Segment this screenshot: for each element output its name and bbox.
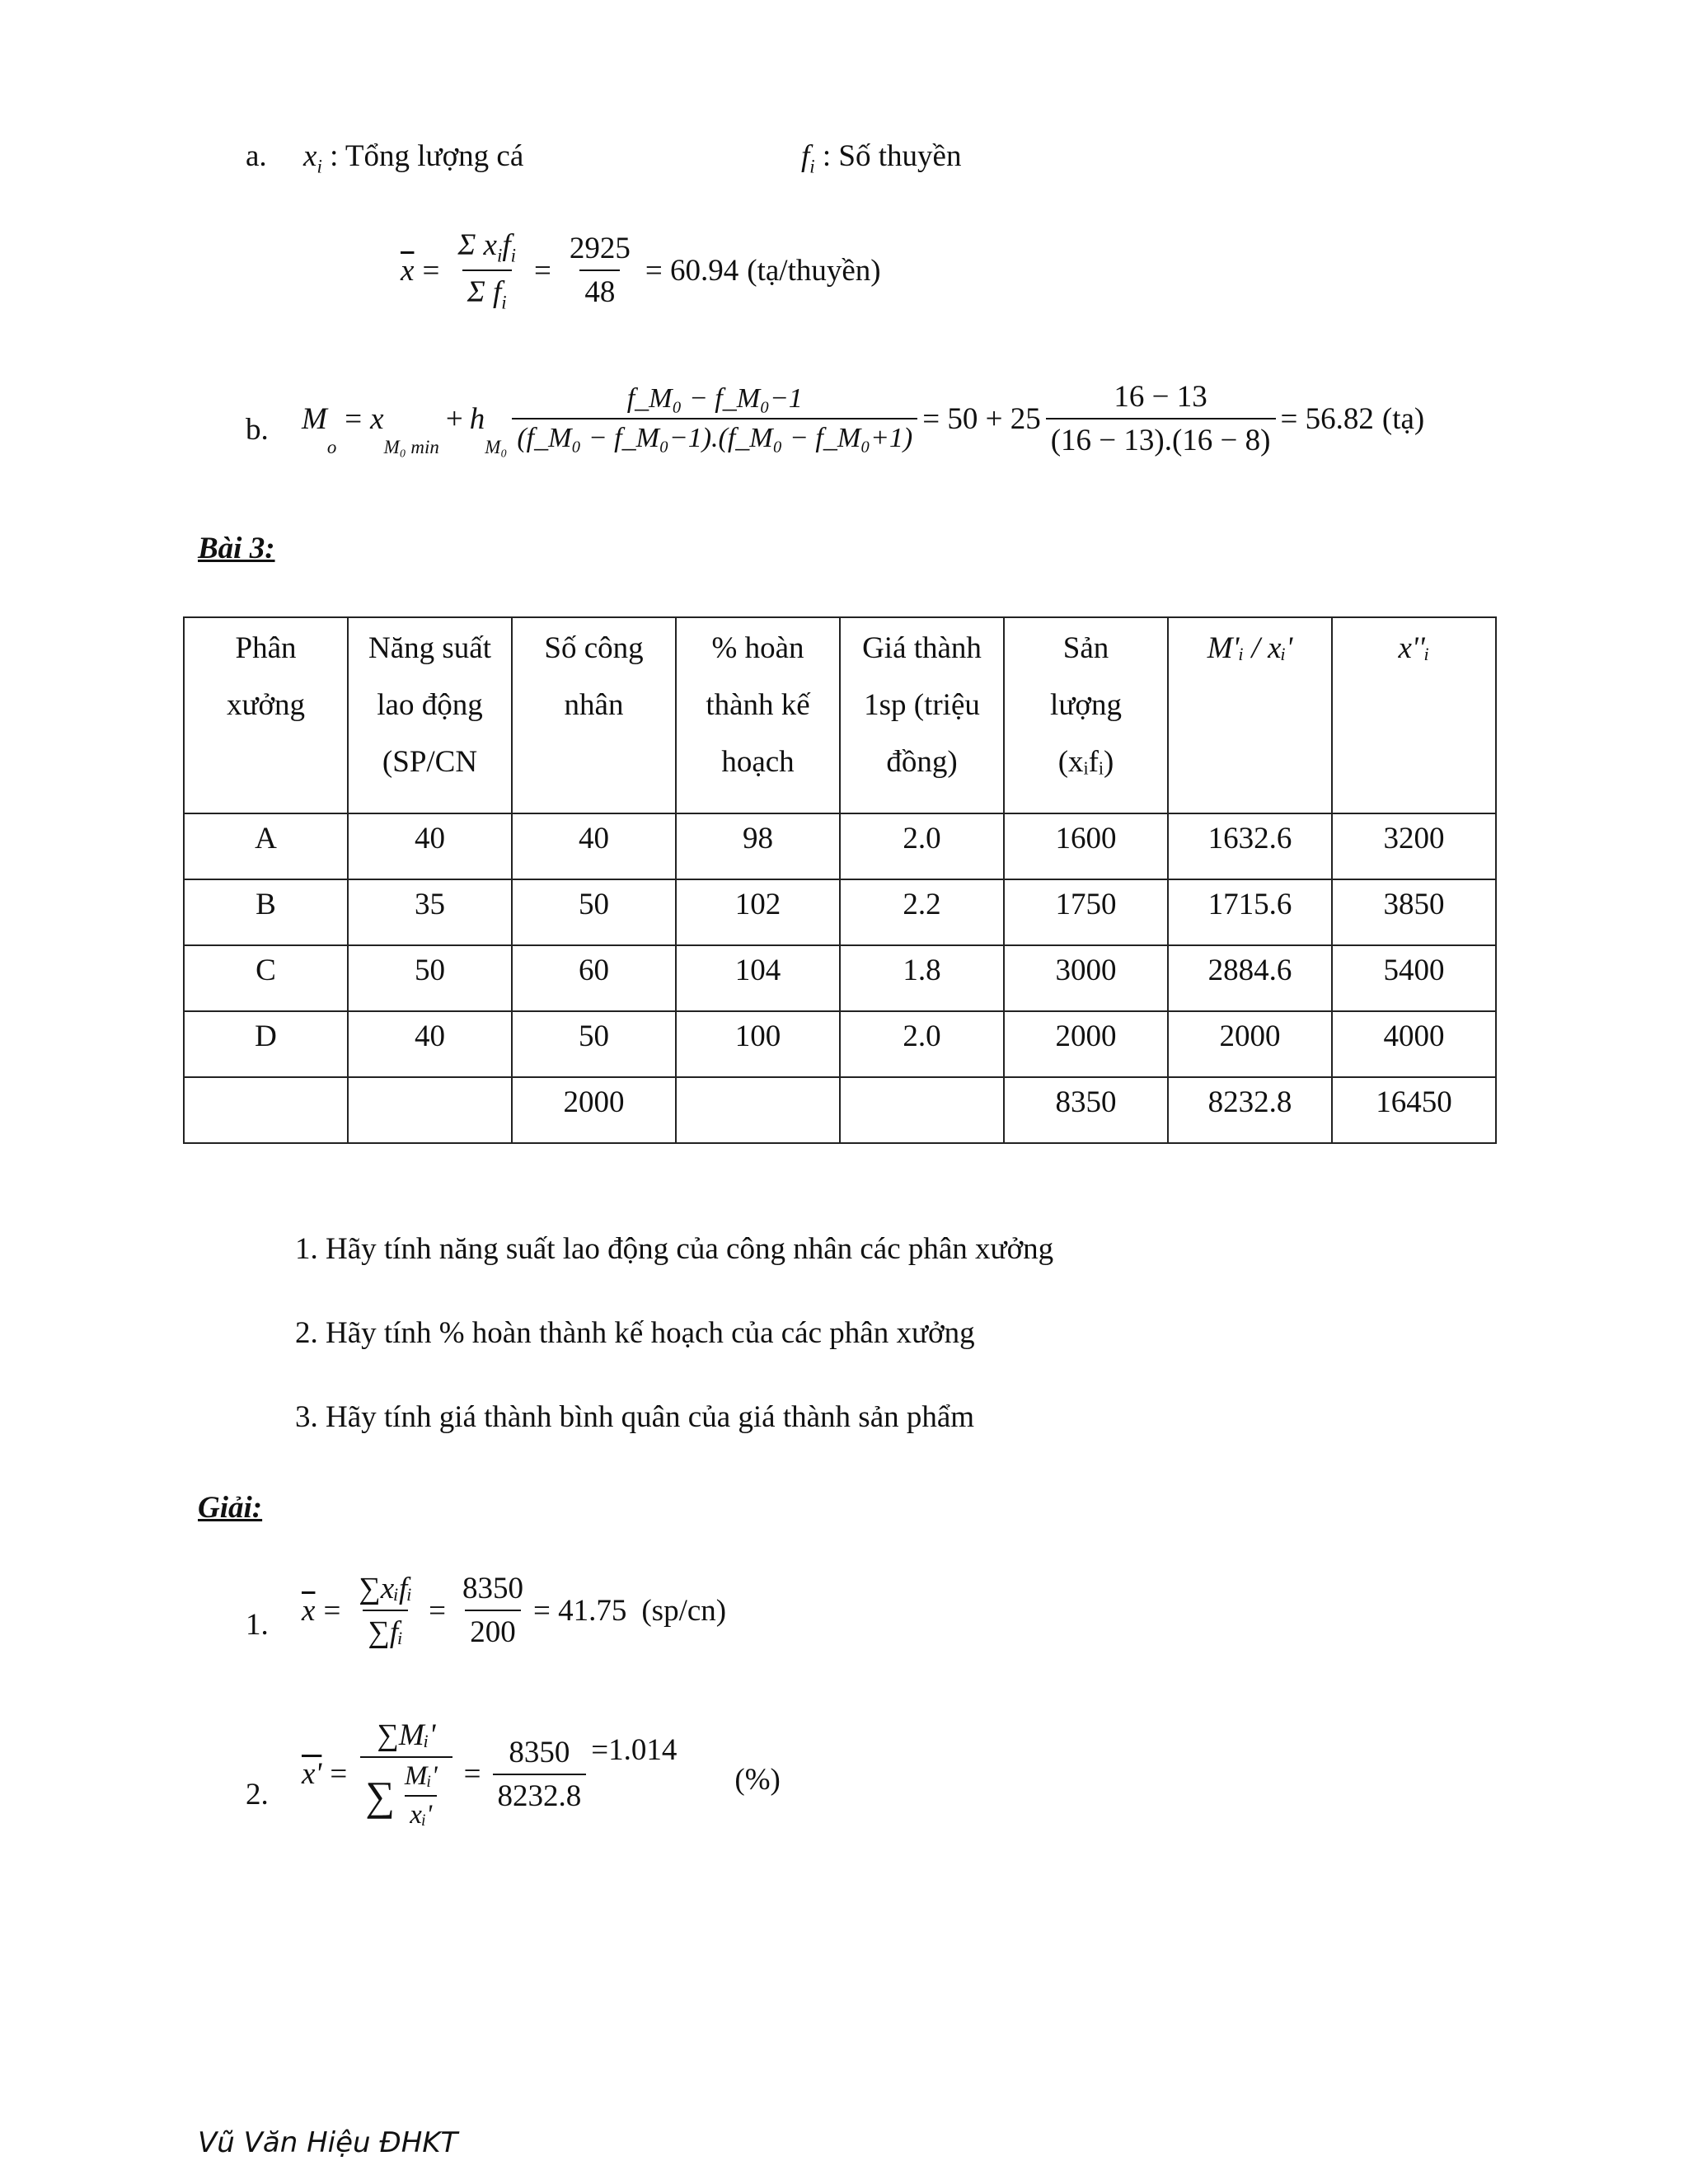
xi-subscript: i bbox=[316, 156, 322, 177]
table-cell: 2.0 bbox=[840, 1011, 1004, 1077]
table-cell: 16450 bbox=[1332, 1077, 1496, 1143]
table-cell: 40 bbox=[348, 813, 512, 879]
frac2-den: (16 − 13).(16 − 8) bbox=[1046, 418, 1276, 458]
sol2-inner-fraction bbox=[400, 1761, 443, 1830]
sol1-label: 1. bbox=[246, 1608, 269, 1642]
xi-text: : Tổng lượng cá bbox=[330, 139, 524, 173]
sol2-8350: 8350 bbox=[509, 1735, 570, 1769]
fi-text: : Số thuyền bbox=[822, 139, 962, 173]
table-cell: 3000 bbox=[1004, 945, 1168, 1011]
table-cell: 50 bbox=[512, 879, 676, 945]
h-sub: M₀ bbox=[485, 437, 508, 457]
table-cell: 4000 bbox=[1332, 1011, 1496, 1077]
sol2-inner-num: Mᵢ' bbox=[404, 1761, 438, 1791]
table-header-line: Năng suất bbox=[368, 631, 491, 665]
table-row bbox=[184, 1077, 1496, 1143]
xi-symbol: x bbox=[303, 139, 317, 173]
table-header-line: x''ᵢ bbox=[1398, 631, 1430, 665]
table-cell: 102 bbox=[676, 879, 840, 945]
table-header-line: nhân bbox=[564, 688, 624, 722]
sol1-200: 200 bbox=[465, 1610, 521, 1650]
h-term: h bbox=[469, 401, 485, 436]
table-cell: 35 bbox=[348, 879, 512, 945]
fi-symbol: f bbox=[801, 139, 810, 173]
table-header-cell bbox=[1332, 617, 1496, 813]
sol1-8350: 8350 bbox=[462, 1572, 523, 1605]
table-header-cell bbox=[1004, 617, 1168, 813]
mode-fraction bbox=[512, 383, 917, 454]
table-header-cell bbox=[1168, 617, 1332, 813]
table-header-line: M'ᵢ / xᵢ' bbox=[1207, 631, 1293, 665]
table-header-line: % hoàn bbox=[711, 631, 804, 665]
table-cell: 5400 bbox=[1332, 945, 1496, 1011]
mode-frac-den: (f_M₀ − f_M₀−1).(f_M₀ − f_M₀+1) bbox=[512, 418, 917, 454]
unit-ta: (tạ) bbox=[1381, 401, 1425, 436]
table-cell: 1715.6 bbox=[1168, 879, 1332, 945]
eq-50-25: = 50 + 25 bbox=[922, 401, 1041, 436]
sol2-xbar: x' bbox=[302, 1757, 322, 1791]
table-cell: 2000 bbox=[1168, 1011, 1332, 1077]
result-56-82: = 56.82 bbox=[1280, 401, 1374, 436]
frac2-num: 16 − 13 bbox=[1114, 380, 1207, 414]
table-header-line: hoạch bbox=[721, 745, 795, 779]
mode-frac-num: f_M₀ − f_M₀−1 bbox=[626, 383, 803, 414]
sol2-inner-den: xᵢ' bbox=[405, 1795, 437, 1830]
data-table bbox=[183, 616, 1497, 1144]
table-row bbox=[184, 945, 1496, 1011]
table-cell: 98 bbox=[676, 813, 840, 879]
table-cell bbox=[840, 1077, 1004, 1143]
fraction-2925-48 bbox=[565, 231, 635, 310]
frac-num2: f bbox=[502, 228, 511, 262]
table-cell: C bbox=[184, 945, 348, 1011]
table-cell: 1750 bbox=[1004, 879, 1168, 945]
bai3-title: Bài 3: bbox=[198, 532, 275, 565]
table-header-cell bbox=[184, 617, 348, 813]
table-cell: 2000 bbox=[1004, 1011, 1168, 1077]
table-header-cell bbox=[512, 617, 676, 813]
table-cell: A bbox=[184, 813, 348, 879]
fi-definition bbox=[801, 138, 961, 177]
question-3: 3. Hãy tính giá thành bình quân của giá thành sản phẩm bbox=[295, 1400, 975, 1434]
unit-ta-thuyen: (tạ/thuyền) bbox=[747, 253, 881, 288]
x-min: x bbox=[370, 401, 384, 436]
den-48: 48 bbox=[579, 269, 620, 310]
mean-formula-a: $\overline{x}$ = $\frac{\Sigma x_if_i}{\Sigma f_i}$ = $\frac{2925}{48}$ = 60.94 (tạ/thuyền) bbox=[401, 228, 881, 313]
num-2925: 2925 bbox=[569, 232, 631, 266]
xi-definition bbox=[303, 138, 523, 177]
table-cell: 40 bbox=[348, 1011, 512, 1077]
part-a-line bbox=[246, 138, 267, 174]
sol1-formula: $\overline{x}$ = $\frac{\text{∑xᵢfᵢ}}{\text{∑fᵢ}}$ = $\frac{8350}{200}$ = 41.75 (sp/cn) bbox=[302, 1572, 727, 1649]
result-60-94: = 60.94 bbox=[645, 253, 739, 288]
sol2-den: ∑ $\frac{\text{Mᵢ'}}{\text{xᵢ'}}$ bbox=[360, 1756, 452, 1830]
table-cell: 60 bbox=[512, 945, 676, 1011]
table-cell: 3200 bbox=[1332, 813, 1496, 879]
question-1: 1. Hãy tính năng suất lao động của công nhân các phân xưởng bbox=[295, 1232, 1054, 1266]
part-b-label: b. bbox=[246, 413, 269, 447]
sol2-8232: 8232.8 bbox=[493, 1774, 587, 1814]
table-cell: 2.2 bbox=[840, 879, 1004, 945]
table-header-line: xưởng bbox=[226, 688, 306, 722]
part-a-label: a. bbox=[246, 139, 267, 173]
sol2-fraction bbox=[360, 1718, 452, 1830]
table-header-line: đồng) bbox=[886, 745, 958, 779]
frac-num: Σ x bbox=[457, 228, 497, 262]
table-header-line: (xᵢfᵢ) bbox=[1057, 745, 1114, 779]
sol2-unit: (%) bbox=[734, 1763, 781, 1797]
table-cell: 50 bbox=[348, 945, 512, 1011]
table-header-line: (SP/CN bbox=[382, 745, 478, 779]
table-header-line: Phân bbox=[235, 631, 297, 665]
table-cell: 2.0 bbox=[840, 813, 1004, 879]
table-cell: 1.8 bbox=[840, 945, 1004, 1011]
table-header-line: thành kế bbox=[706, 688, 810, 722]
table-header-line: Sản bbox=[1062, 631, 1109, 665]
table-header-line: Số công bbox=[544, 631, 644, 665]
giai-title: Giải: bbox=[198, 1491, 263, 1525]
table-cell bbox=[676, 1077, 840, 1143]
table-cell: 3850 bbox=[1332, 879, 1496, 945]
table-header-line: Giá thành bbox=[862, 631, 982, 665]
sol1-den: ∑fᵢ bbox=[363, 1610, 408, 1650]
sol2-fraction-values bbox=[493, 1735, 587, 1814]
sol2-formula: x' = ∑Mᵢ' ∑ $\frac{\text{Mᵢ'}}{\text{xᵢ'}}$ = $\frac{8350}{8232.8}$ =1.014 (%) bbox=[302, 1718, 781, 1830]
table-header-row bbox=[184, 617, 1496, 813]
mode-formula-b: M o = x M₀ min + h M₀ $\frac{\text{f\_M₀ − f\_M₀−1}}{\text{(f\_M₀ − f\_M₀−1).(f\_M₀ − f\_M₀+1)}}$ = 50 + 25 $\frac{16 - 13}{(16 - 13).(16 - 8)}$ = 56.82 (tạ) bbox=[302, 380, 1425, 457]
table-cell: 1600 bbox=[1004, 813, 1168, 879]
table-cell: B bbox=[184, 879, 348, 945]
sol1-num: ∑xᵢfᵢ bbox=[359, 1572, 413, 1605]
sol1-fraction bbox=[354, 1571, 417, 1650]
table-row bbox=[184, 1011, 1496, 1077]
table-header-cell bbox=[676, 617, 840, 813]
sol1-unit: (sp/cn) bbox=[641, 1593, 727, 1628]
x-min-sub: M₀ min bbox=[383, 437, 439, 457]
table-cell: 2000 bbox=[512, 1077, 676, 1143]
mode-sub: o bbox=[326, 437, 337, 457]
table-cell: 2884.6 bbox=[1168, 945, 1332, 1011]
table-cell: 100 bbox=[676, 1011, 840, 1077]
sol2-result: =1.014 bbox=[591, 1733, 678, 1767]
table-header-cell bbox=[840, 617, 1004, 813]
footer-author: Vũ Văn Hiệu ĐHKT bbox=[198, 2126, 458, 2159]
table-cell: 1632.6 bbox=[1168, 813, 1332, 879]
table-cell: D bbox=[184, 1011, 348, 1077]
mode-M: M bbox=[302, 401, 327, 436]
sol2-label: 2. bbox=[246, 1778, 269, 1811]
fraction-sum-xf: $\frac{\Sigma x_if_i}{\Sigma f_i}$ bbox=[457, 228, 517, 313]
sol1-result: = 41.75 bbox=[532, 1593, 627, 1628]
table-header-line: lao động bbox=[377, 688, 483, 722]
table-cell: 8350 bbox=[1004, 1077, 1168, 1143]
table-cell bbox=[184, 1077, 348, 1143]
mode-fraction-2 bbox=[1046, 379, 1276, 458]
table-header-cell bbox=[348, 617, 512, 813]
table-cell: 50 bbox=[512, 1011, 676, 1077]
sol2-num: ∑Mᵢ' bbox=[377, 1718, 436, 1752]
fi-subscript: i bbox=[809, 156, 815, 177]
sol1-xbar: $\overline{x}$ bbox=[302, 1593, 316, 1628]
table-cell: 104 bbox=[676, 945, 840, 1011]
table-header-line: lượng bbox=[1050, 688, 1122, 722]
table-cell: 8232.8 bbox=[1168, 1077, 1332, 1143]
xbar: $\overline{x}$ bbox=[401, 253, 415, 288]
table-cell: 40 bbox=[512, 813, 676, 879]
table-cell bbox=[348, 1077, 512, 1143]
table-header-line: 1sp (triệu bbox=[864, 688, 980, 722]
frac-den: Σ f bbox=[467, 275, 502, 310]
sol1-fraction-values bbox=[457, 1571, 528, 1650]
table-row bbox=[184, 813, 1496, 879]
question-2: 2. Hãy tính % hoàn thành kế hoạch của các phân xưởng bbox=[295, 1316, 975, 1350]
table-row bbox=[184, 879, 1496, 945]
